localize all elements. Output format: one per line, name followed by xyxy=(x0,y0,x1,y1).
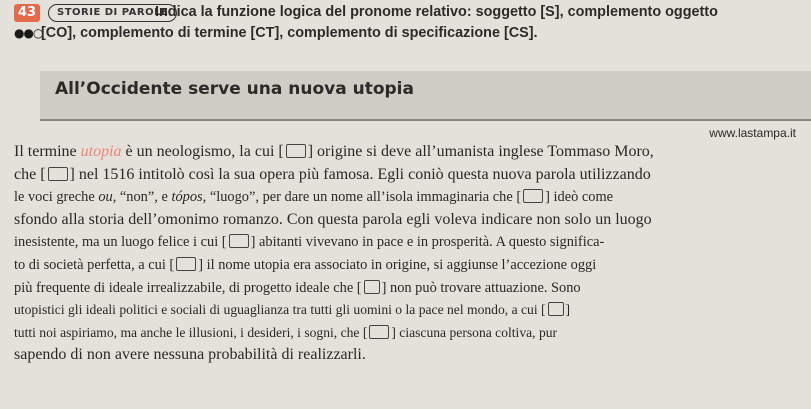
title-divider xyxy=(40,119,811,121)
text-line-1: Il termine utopia è un neologismo, la cui [ ] origine si deve all’umanista inglese Tommaso Moro, xyxy=(14,143,654,160)
text-line-4: sfondo alla storia dell’omonimo romanzo. Con questa parola egli voleva indicare non solo un luogo xyxy=(14,210,652,228)
highlighted-word: utopia xyxy=(80,143,122,160)
article-body xyxy=(14,141,804,367)
answer-box-4[interactable] xyxy=(229,234,249,248)
text-line-8: utopistici gli ideali politici e sociali di uguaglianza tra tutti gli uomini o la pace nel mondo, a cui [ ] xyxy=(14,302,571,318)
answer-box-8[interactable] xyxy=(369,325,389,339)
text-line-6: to di società perfetta, a cui [ ] il nome utopia era associato in origine, si aggiunse l’accezione oggi xyxy=(14,256,597,273)
answer-box-3[interactable] xyxy=(523,189,543,203)
text-line-5: inesistente, ma un luogo felice i cui [ ] abitanti vivevano in pace e in prosperità. A questo significa- xyxy=(14,234,605,251)
difficulty-dots: ●●○ xyxy=(14,26,43,40)
answer-box-1[interactable] xyxy=(286,144,306,158)
text-line-3: le voci greche ou, “non”, e tópos, “luogo”, per dare un nome all’isola immaginaria che [ ] ideò come xyxy=(14,189,614,206)
instruction-line-1: Indica la funzione logica del pronome relativo: soggetto [S], complemento oggetto xyxy=(155,4,718,20)
exercise-number-badge: 43 xyxy=(14,4,40,22)
instruction-line-2: [CO], complemento di termine [CT], complemento di specificazione [CS]. xyxy=(41,25,538,41)
answer-box-7[interactable] xyxy=(548,302,564,316)
answer-box-2[interactable] xyxy=(48,167,68,181)
answer-box-5[interactable] xyxy=(176,257,196,271)
answer-box-6[interactable] xyxy=(364,280,380,294)
article-title: All’Occidente serve una nuova utopia xyxy=(55,79,414,99)
text-line-10: sapendo di non avere nessuna probabilità di realizzarli. xyxy=(14,346,366,364)
text-line-2: che [ ] nel 1516 intitolò così la sua opera più famosa. Egli coniò questa nuova parola utilizzando xyxy=(14,165,651,183)
text-line-7: più frequente di ideale irrealizzabile, di progetto ideale che [ ] non può trovare attuazione. Sono xyxy=(14,279,581,296)
article-source: www.lastampa.it xyxy=(709,126,796,140)
section-tag: STORIE DI PAROLE xyxy=(48,4,177,22)
text-line-9: tutti noi aspiriamo, ma anche le illusioni, i desideri, i sogni, che [ ] ciascuna persona coltiva, pur xyxy=(14,324,558,340)
